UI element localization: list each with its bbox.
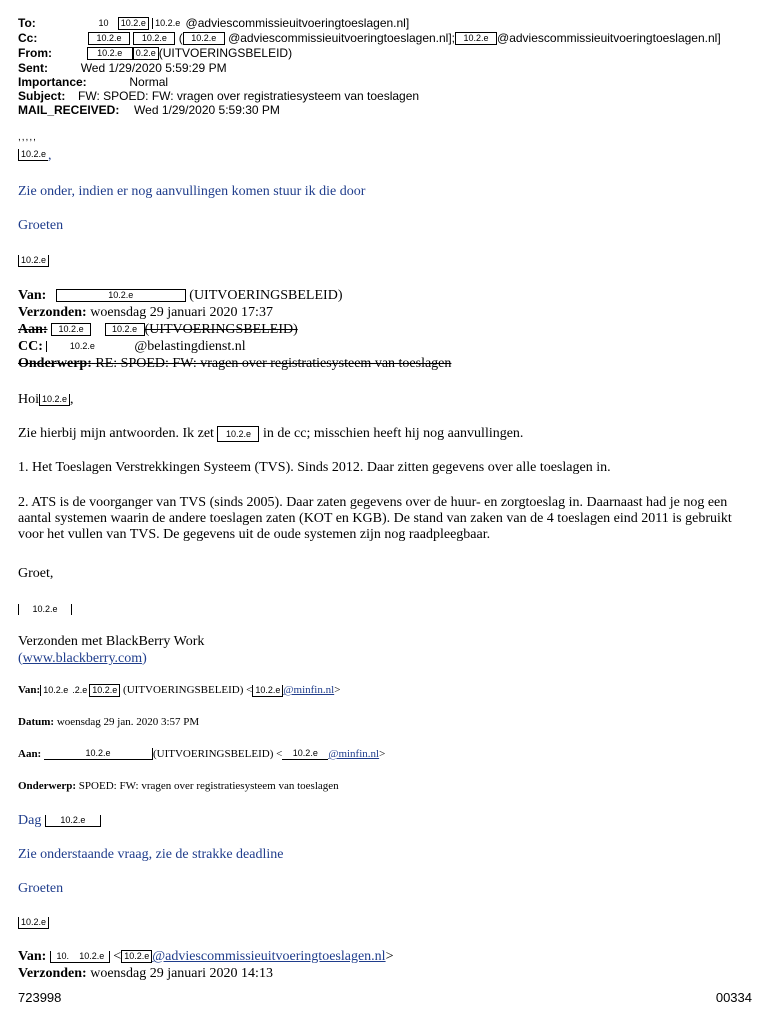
cc-line: Cc: 10.2.e 10.2.e ( 10.2.e @adviescommissieuitvoeringtoeslagen.nl]; 10.2.e @adviescommissieuitvoeringtoeslagen.nl] <box>18 31 721 45</box>
redaction: 10.2.e <box>45 815 101 827</box>
van-lt: < <box>113 949 122 964</box>
bb-link-line <box>18 651 147 667</box>
redaction: 10.2.e <box>455 32 497 45</box>
footer-right: 00334 <box>715 990 752 1005</box>
redaction: 10.2.e <box>217 426 259 442</box>
importance-label: Importance: <box>18 75 87 89</box>
received-label: MAIL_RECEIVED: <box>18 103 120 117</box>
msg1-closing: Groeten <box>18 218 64 233</box>
cc-domain: @adviescommissieuitvoeringtoeslagen.nl]; <box>228 31 456 45</box>
redaction: 10.2.e <box>252 685 283 697</box>
redaction: 10.2.e <box>89 684 120 697</box>
redaction: 10.2.e <box>133 32 175 45</box>
aan-label: Aan: <box>18 322 48 337</box>
fwd1-verzonden <box>18 305 273 321</box>
intro-b: in de cc; misschien heeft hij nog aanvullingen. <box>262 426 524 442</box>
subject-value: FW: SPOED: FW: vragen over registratiesysteem van toeslagen <box>78 89 420 103</box>
redaction: 10.2.e <box>44 748 153 760</box>
hoi-comma: , <box>70 392 74 407</box>
fwd2-onderwerp <box>18 780 339 792</box>
verzonden-value: woensdag 29 januari 2020 14:13 <box>90 966 273 981</box>
van-dept: (UITVOERINGSBELEID) <box>189 288 343 303</box>
msg2-signature <box>18 600 72 618</box>
van-dept: (UITVOERINGSBELEID) < <box>123 684 253 697</box>
dots: ,,,,, <box>18 132 37 143</box>
van-label: Van: <box>18 949 47 964</box>
fwd3-verzonden <box>18 966 273 982</box>
redaction: 10.2.e <box>18 255 49 267</box>
msg3-dag <box>18 813 101 829</box>
aan-close: > <box>379 748 386 760</box>
hoi: Hoi <box>18 392 39 407</box>
onderwerp-label: Onderwerp: <box>18 780 77 792</box>
minfin-link[interactable]: @minfin.nl <box>328 748 380 760</box>
fwd1-cc <box>18 339 246 355</box>
cc-domain: @adviescommissieuitvoeringtoeslagen.nl] <box>497 31 721 45</box>
verzonden-value: woensdag 29 januari 2020 17:37 <box>90 305 273 320</box>
fwd2-aan <box>18 748 385 760</box>
sent-line <box>18 61 227 75</box>
redaction: 10.2.e <box>40 685 70 696</box>
van-close: > <box>334 684 341 697</box>
redaction: 10.2.e <box>56 289 186 302</box>
importance-line <box>18 75 168 89</box>
redaction: 10.2.e <box>87 47 133 60</box>
blackberry-link[interactable]: www.blackberry.com <box>22 651 143 666</box>
msg2-p1: 1. Het Toeslagen Verstrekkingen Systeem (TVS). Sinds 2012. Daar zitten gegevens over alle toeslagen in. <box>18 460 611 475</box>
sent-value: Wed 1/29/2020 5:59:29 PM <box>80 61 227 75</box>
redaction: 10.2.e <box>183 32 225 45</box>
from-label: From: <box>18 46 52 60</box>
to-line <box>18 16 409 30</box>
footer-left: 723998 <box>18 990 62 1005</box>
redaction: 10.2.e <box>118 17 149 30</box>
adviescommissie-link[interactable]: @adviescommissieuitvoeringtoeslagen.nl <box>152 949 386 964</box>
bb-line: Verzonden met BlackBerry Work <box>18 634 205 649</box>
msg3-closing: Groeten <box>18 881 64 896</box>
redaction: 0.2.e <box>133 47 159 60</box>
fwd2-datum <box>18 716 199 728</box>
redaction: 10. <box>50 951 75 963</box>
msg1-signature <box>18 252 49 270</box>
sent-label: Sent: <box>18 61 48 75</box>
onderwerp-value: SPOED: FW: vragen over registratiesysteem van toeslagen <box>78 780 339 792</box>
fwd1-aan <box>18 322 298 338</box>
fwd1-onderwerp <box>18 356 451 372</box>
datum-label: Datum: <box>18 716 55 728</box>
redaction: .2.e <box>72 685 88 695</box>
fwd1-van <box>18 288 342 304</box>
redaction: 10.2.e <box>51 323 91 336</box>
dag: Dag <box>18 813 42 828</box>
bb-close: ) <box>142 651 147 666</box>
onderwerp-label: Onderwerp: <box>18 356 92 371</box>
msg2-hoi <box>18 392 74 408</box>
redaction: 10.2.e <box>75 951 110 963</box>
redaction: 10.2.e <box>39 394 70 406</box>
cc-domain: @belastingdienst.nl <box>134 339 246 354</box>
redaction: 10.2.e <box>88 32 130 45</box>
minfin-link[interactable]: @minfin.nl <box>283 684 335 697</box>
onderwerp-value: RE: SPOED: FW: vragen over registratiesysteem van toeslagen <box>95 356 452 371</box>
van-close: > <box>385 949 394 964</box>
msg3-line: Zie onderstaande vraag, zie de strakke deadline <box>18 847 284 862</box>
redaction: 10.2.e <box>282 748 328 760</box>
aan-dept: (UITVOERINGSBELEID) <box>144 322 298 337</box>
greeting <box>18 146 52 164</box>
redaction: 10.2.e <box>18 604 72 615</box>
to-label: To: <box>18 16 36 30</box>
cc-label: CC: <box>18 339 43 354</box>
from-line <box>18 46 292 60</box>
redaction: 10.2.e <box>105 323 145 336</box>
msg2-intro <box>18 426 523 442</box>
redaction: 10.2.e <box>121 950 152 963</box>
received-value: Wed 1/29/2020 5:59:30 PM <box>134 103 280 117</box>
msg3-signature <box>18 914 49 932</box>
fwd2-van <box>18 684 340 697</box>
verzonden-label: Verzonden: <box>18 966 87 981</box>
redaction: 10.2.e <box>18 917 49 929</box>
msg2-groet: Groet, <box>18 566 54 581</box>
bb-open: ( <box>18 651 23 666</box>
redaction: 10 <box>92 18 114 29</box>
redaction: 10.2.e <box>46 341 117 352</box>
msg2-p2: 2. ATS is de voorganger van TVS (sinds 2005). Daar zaten gegevens over de huur- en zorgtoeslag in. Daarnaast had je nog een aantal systemen waarin de andere toeslagen zaten (KOT en KGB). De stand van zaken van de 4 toeslagen eind 2011 is gebruikt voor het vullen van TVS. De gegevens uit de oude systemen zijn nog raadpleegbaar. <box>18 495 732 542</box>
van-label: Van: <box>18 288 47 303</box>
cc-label: Cc: <box>18 31 38 45</box>
subject-label: Subject: <box>18 89 66 103</box>
datum-value: woensdag 29 jan. 2020 3:57 PM <box>56 716 200 728</box>
fwd3-van <box>18 949 393 965</box>
verzonden-label: Verzonden: <box>18 305 87 320</box>
msg1-line: Zie onder, indien er nog aanvullingen komen stuur ik die door <box>18 184 366 199</box>
aan-dept: (UITVOERINGSBELEID) < <box>152 748 283 760</box>
from-dept: (UITVOERINGSBELEID) <box>158 46 293 60</box>
redaction: 10.2.e <box>152 18 182 29</box>
importance-value: Normal <box>129 75 169 89</box>
received-line <box>18 103 280 117</box>
aan-label: Aan: <box>18 748 42 760</box>
redaction: 10.2.e <box>18 149 48 161</box>
van-label: Van: <box>18 684 41 697</box>
to-domain: @adviescommissieuitvoeringtoeslagen.nl] <box>185 16 410 30</box>
greeting-comma: , <box>48 148 52 163</box>
subject-line <box>18 89 419 103</box>
intro-a: Zie hierbij mijn antwoorden. Ik zet <box>18 426 214 442</box>
